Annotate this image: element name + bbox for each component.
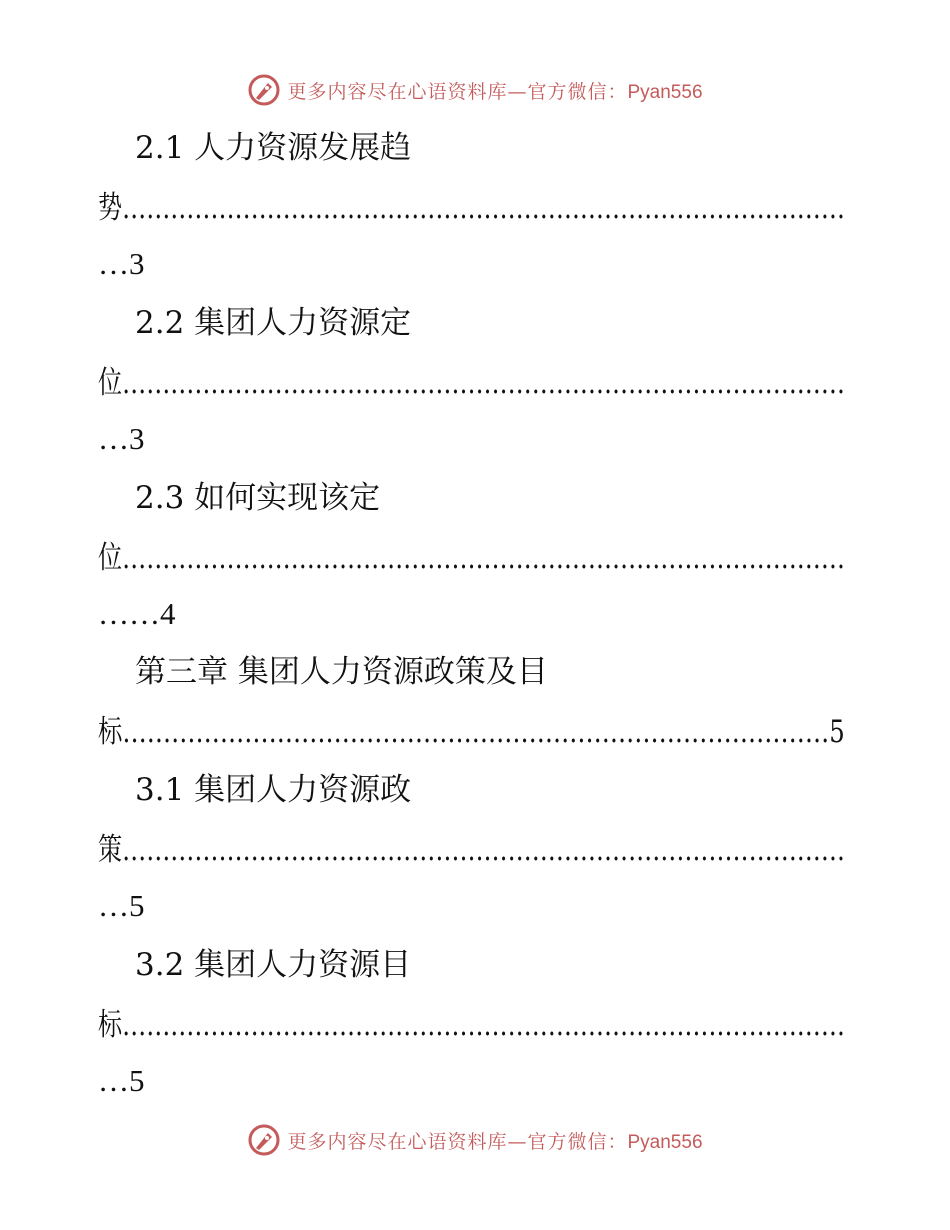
pen-nib-icon: [247, 73, 281, 107]
toc-page-number: …5: [98, 888, 145, 923]
wechat-id: Pyan556: [627, 1131, 703, 1153]
toc-heading: 3.2 集团人力资源目: [135, 947, 412, 983]
toc-page-number: …3: [98, 421, 145, 456]
toc-heading: 2.3 如何实现该定: [135, 480, 381, 516]
toc-leader: 势………………………………………………………………………………: [98, 190, 845, 226]
header-banner: [0, 70, 950, 110]
banner-text: 更多内容尽在心语资料库—官方微信：Pyan556: [287, 80, 703, 103]
toc-page-number: …5: [98, 1063, 145, 1098]
pen-nib-icon: [247, 1123, 281, 1157]
toc-heading: 第三章 集团人力资源政策及目: [135, 654, 548, 690]
wechat-id: Pyan556: [627, 81, 703, 103]
toc-leader: 标……………………………………………………………………………5: [98, 714, 845, 750]
toc-leader: 标………………………………………………………………………………: [98, 1007, 845, 1043]
toc-leader: 位………………………………………………………………………………: [98, 365, 845, 401]
toc-heading: 2.2 集团人力资源定: [135, 305, 412, 341]
toc-leader: 策………………………………………………………………………………: [98, 832, 845, 868]
toc-page-number: …3: [98, 246, 145, 281]
toc-heading: 2.1 人力资源发展趋: [135, 130, 412, 166]
toc-page-number: ……4: [98, 596, 176, 631]
footer-banner: [0, 1120, 950, 1160]
toc-heading: 3.1 集团人力资源政: [135, 772, 412, 808]
toc-leader: 位………………………………………………………………………………: [98, 540, 845, 576]
banner-text: 更多内容尽在心语资料库—官方微信：Pyan556: [287, 1130, 703, 1153]
